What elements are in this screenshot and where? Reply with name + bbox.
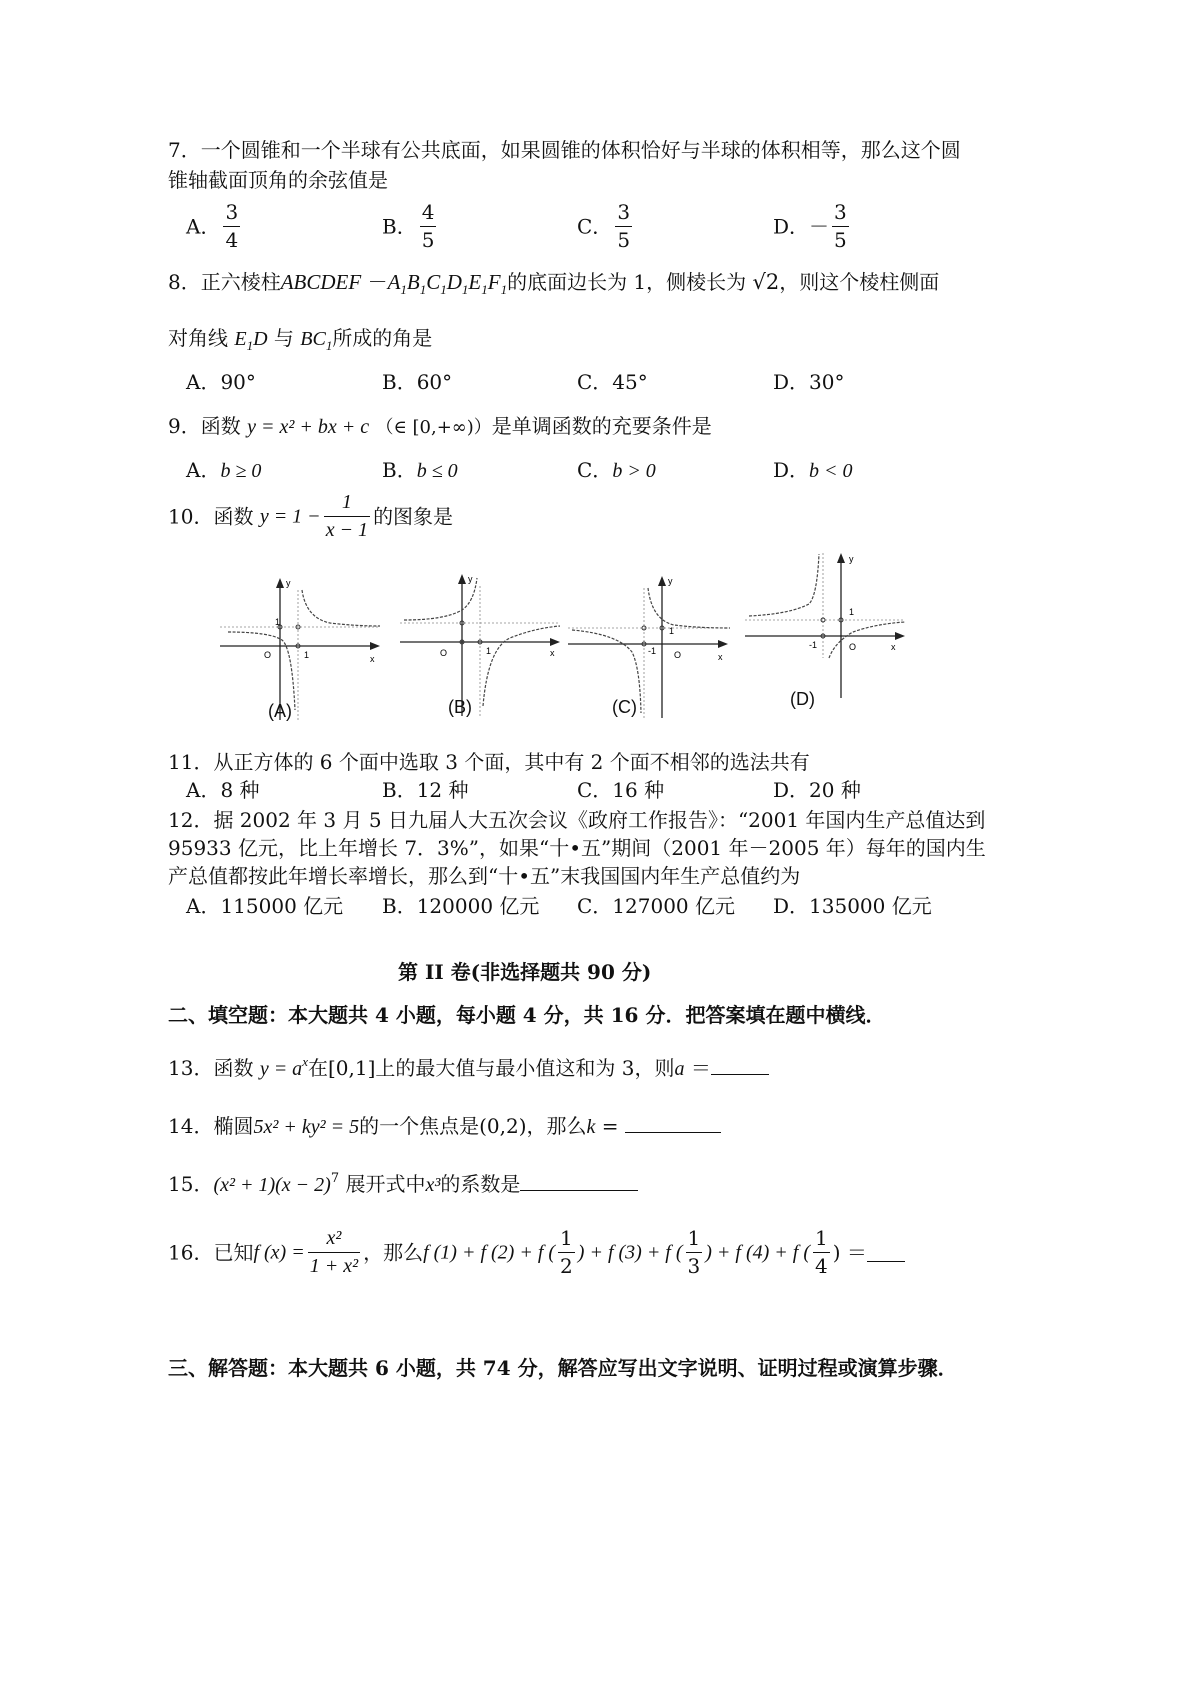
q12-line1: 12．据 2002 年 3 月 5 日九届人大五次会议《政府工作报告》：“2001 年国内生产总值达到: [168, 808, 986, 832]
fraction: $\frac{1}{2}$: [560, 1226, 573, 1278]
q10-graph-c: [568, 568, 733, 723]
q11-line: 11．从正方体的 6 个面中选取 3 个面，其中有 2 个面不相邻的选法共有: [168, 750, 810, 774]
q9-line: 9．函数 y = x² + bx + c （∈ [0,+∞)）是单调函数的充要条件是: [168, 414, 712, 438]
graph-origin: O: [674, 650, 682, 660]
q8-option-b: B．60°: [382, 370, 453, 394]
graph-axis-x: x: [718, 652, 723, 662]
answer-blank[interactable]: [520, 1172, 638, 1191]
fraction: $\frac{1}{4}$: [815, 1226, 828, 1278]
q13-line: 13．函数 $y = a^x$在[0,1]上的最大值与最小值这和为 3，则a ＝: [168, 1056, 769, 1079]
q14-line: 14．椭圆5x² + ky² = 5的一个焦点是(0,2)，那么k =: [168, 1114, 721, 1137]
q10-graph-a: [220, 570, 385, 725]
q7-line2: 锥轴截面顶角的余弦值是: [168, 168, 388, 192]
q12-option-a: A．115000 亿元: [186, 894, 344, 918]
graph-axis-x: x: [891, 642, 896, 652]
q15-line: 15．$(x^2 + 1)(x - 2)^7$ 展开式中x³的系数是: [168, 1172, 638, 1195]
graph-xmark: -1: [809, 640, 818, 650]
graph-ymark: 1: [275, 617, 281, 627]
graph-origin: O: [264, 650, 272, 660]
fraction: $\frac{3}{5}$: [617, 200, 631, 252]
fraction: $\frac{3}{5}$: [834, 200, 847, 252]
fraction: $\frac{4}{5}$: [421, 200, 435, 252]
fraction: $\frac{1}{x - 1}$: [325, 491, 369, 541]
q8-line2: 对角线 $E_1D$ 与 $BC_1$所成的角是: [168, 326, 433, 353]
answer-blank[interactable]: [625, 1114, 721, 1133]
part2-section: 二、填空题：本大题共 4 小题，每小题 4 分，共 16 分．把答案填在题中横线．: [168, 1003, 886, 1027]
graph-xmark: -1: [648, 646, 657, 656]
graph-caption-a: (A): [268, 701, 292, 721]
graph-xmark: 1: [304, 650, 310, 660]
graph-xmark: 1: [486, 646, 492, 656]
q12-option-d: D．135000 亿元: [773, 894, 932, 918]
q8-option-a: A．90°: [186, 370, 256, 394]
q7-option-d: D．－ $\frac{3}{5}$: [773, 200, 847, 252]
graph-caption-d: (D): [790, 689, 815, 709]
q9-option-c: C．b > 0: [577, 458, 656, 482]
graph-axis-x: x: [370, 654, 375, 664]
q10-graph-b: [400, 566, 565, 721]
q7-option-b: B． $\frac{4}{5}$: [382, 200, 435, 252]
q10-line: 10．函数 y = 1 − $\frac{1}{x - 1}$ 的图象是: [168, 491, 454, 541]
graph-axis-y: y: [849, 554, 854, 564]
q12-option-c: C．127000 亿元: [577, 894, 736, 918]
fraction: $\frac{\text{x²}}{\text{1 + x²}}$: [309, 1227, 359, 1277]
q7-option-a: A． $\frac{3}{4}$: [186, 200, 239, 252]
q7-line1: 7．一个圆锥和一个半球有公共底面，如果圆锥的体积恰好与半球的体积相等，那么这个圆: [168, 138, 961, 162]
q9-option-d: D．b < 0: [773, 458, 853, 482]
graph-axis-x: x: [550, 648, 555, 658]
q9-option-b: B．b ≤ 0: [382, 458, 458, 482]
fraction: $\frac{3}{4}$: [225, 200, 239, 252]
graph-caption-b: (B): [448, 697, 472, 717]
q8-option-d: D．30°: [773, 370, 845, 394]
q11-option-c: C．16 种: [577, 778, 665, 802]
part2-title: 第 II 卷(非选择题共 90 分): [398, 960, 652, 984]
q10-graph-d: [745, 548, 910, 703]
graph-axis-y: y: [286, 578, 291, 588]
q11-option-d: D．20 种: [773, 778, 861, 802]
q16-line: 16．已知f (x) = $\frac{\text{x²}}{\text{1 + x²}}$ ，那么f (1) + f (2) + f ( $\frac{1}{2}$ ) + f (3) + f ( $\frac{1}{3}$ ) + f (4) + f ( $\frac{1}{4}$ ) ＝: [168, 1228, 905, 1277]
graph-origin: O: [440, 648, 448, 658]
part3-section: 三、解答题：本大题共 6 小题，共 74 分，解答应写出文字说明、证明过程或演算步骤．: [168, 1356, 958, 1380]
graph-ymark: 1: [669, 626, 675, 636]
q9-option-a: A．b ≥ 0: [186, 458, 262, 482]
graph-axis-y: y: [468, 574, 473, 584]
q8-line1: 8．正六棱柱ABCDEF $-A_1B_1C_1D_1E_1F_1$的底面边长为 1，侧棱长为 √2，则这个棱柱侧面: [168, 270, 940, 297]
q12-line3: 产总值都按此年增长率增长，那么到“十•五”末我国国内年生产总值约为: [168, 864, 801, 888]
graph-ymark: 1: [849, 607, 855, 617]
q12-line2: 95933 亿元，比上年增长 7．3%”，如果“十•五”期间（2001 年－2005 年）每年的国内生: [168, 836, 986, 860]
graph-axis-y: y: [668, 576, 673, 586]
q8-option-c: C．45°: [577, 370, 648, 394]
graph-origin: O: [849, 642, 857, 652]
fraction: $\frac{1}{3}$: [687, 1226, 701, 1278]
answer-blank[interactable]: [711, 1056, 769, 1075]
q12-option-b: B．120000 亿元: [382, 894, 540, 918]
q11-option-b: B．12 种: [382, 778, 469, 802]
q7-option-c: C． $\frac{3}{5}$: [577, 200, 631, 252]
graph-caption-c: (C): [612, 697, 637, 717]
q11-option-a: A．8 种: [186, 778, 260, 802]
answer-blank[interactable]: [867, 1243, 905, 1262]
